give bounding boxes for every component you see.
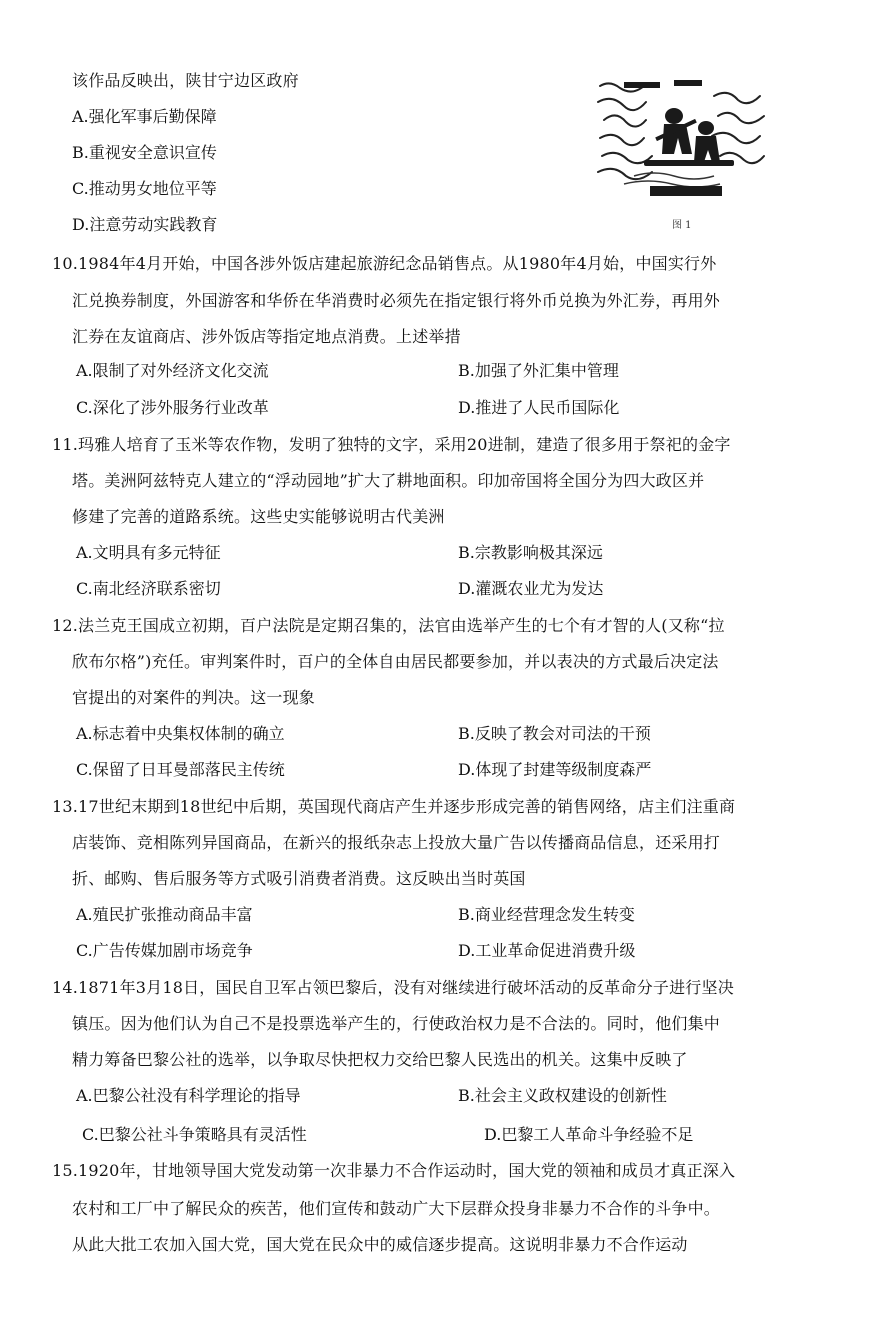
q10-option-d: D.推进了人民币国际化 [458, 398, 620, 417]
figure-caption: 图 1 [672, 220, 692, 231]
q12-option-d: D.体现了封建等级制度森严 [458, 760, 652, 779]
q11-option-c: C.南北经济联系密切 [76, 579, 221, 598]
q10-stem-line-3: 汇券在友谊商店、涉外饭店等指定地点消费。上述举措 [72, 327, 461, 346]
q12-option-a: A.标志着中央集权体制的确立 [76, 724, 285, 743]
q15-stem-line-3: 从此大批工农加入国大党，国大党在民众中的威信逐步提高。这说明非暴力不合作运动 [72, 1235, 688, 1254]
q14-option-d: D.巴黎工人革命斗争经验不足 [484, 1125, 694, 1144]
q13-option-a: A.殖民扩张推动商品丰富 [76, 905, 253, 924]
q9-stem-tail: 该作品反映出，陕甘宁边区政府 [72, 71, 299, 90]
q9-option-c: C.推动男女地位平等 [72, 179, 217, 198]
q9-option-d: D.注意劳动实践教育 [72, 215, 218, 234]
q11-option-b: B.宗教影响极其深远 [458, 543, 603, 562]
q9-option-b: B.重视安全意识宣传 [72, 143, 217, 162]
q10-option-b: B.加强了外汇集中管理 [458, 361, 619, 380]
q10-option-a: A.限制了对外经济文化交流 [76, 361, 269, 380]
q11-option-a: A.文明具有多元特征 [76, 543, 221, 562]
q13-stem-line-1: 13.17世纪末期到18世纪中后期，英国现代商店产生并逐步形成完善的销售网络，店主们注重商 [52, 797, 736, 816]
q13-stem-line-3: 折、邮购、售后服务等方式吸引消费者消费。这反映出当时英国 [72, 869, 526, 888]
q10-option-c: C.深化了涉外服务行业改革 [76, 398, 269, 417]
q14-option-b: B.社会主义政权建设的创新性 [458, 1086, 667, 1105]
q11-stem-line-2: 塔。美洲阿兹特克人建立的“浮动园地”扩大了耕地面积。印加帝国将全国分为四大政区并 [72, 471, 705, 490]
q14-option-a: A.巴黎公社没有科学理论的指导 [76, 1086, 301, 1105]
q10-stem-line-2: 汇兑换券制度，外国游客和华侨在华消费时必须先在指定银行将外币兑换为外汇券，再用外 [72, 291, 721, 310]
q15-stem-line-1: 15.1920年，甘地领导国大党发动第一次非暴力不合作运动时，国大党的领袖和成员才真正深入 [52, 1161, 736, 1180]
q11-stem-line-3: 修建了完善的道路系统。这些史实能够说明古代美洲 [72, 507, 445, 526]
q13-stem-line-2: 店装饰、竞相陈列异国商品，在新兴的报纸杂志上投放大量广告以传播商品信息，还采用打 [72, 833, 721, 852]
q13-option-d: D.工业革命促进消费升级 [458, 941, 636, 960]
q13-option-b: B.商业经营理念发生转变 [458, 905, 635, 924]
q14-stem-line-2: 镇压。因为他们认为自己不是投票选举产生的，行使政治权力是不合法的。同时，他们集中 [72, 1014, 721, 1033]
q12-option-b: B.反映了教会对司法的干预 [458, 724, 651, 743]
woodcut-figure [594, 76, 772, 200]
q11-option-d: D.灌溉农业尤为发达 [458, 579, 604, 598]
q14-stem-line-1: 14.1871年3月18日，国民自卫军占领巴黎后，没有对继续进行破坏活动的反革命分子进行坚决 [52, 978, 734, 997]
q10-stem-line-1: 10.1984年4月开始，中国各涉外饭店建起旅游纪念品销售点。从1980年4月始，中国实行外 [52, 254, 717, 273]
q12-option-c: C.保留了日耳曼部落民主传统 [76, 760, 285, 779]
q15-stem-line-2: 农村和工厂中了解民众的疾苦，他们宣传和鼓动广大下层群众投身非暴力不合作的斗争中。 [72, 1199, 721, 1218]
q14-stem-line-3: 精力筹备巴黎公社的选举，以争取尽快把权力交给巴黎人民选出的机关。这集中反映了 [72, 1050, 688, 1069]
q12-stem-line-2: 欣布尔格”)充任。审判案件时，百户的全体自由居民都要参加，并以表决的方式最后决定法 [72, 652, 719, 671]
q12-stem-line-1: 12.法兰克王国成立初期，百户法院是定期召集的，法官由选举产生的七个有才智的人(又称“拉 [52, 616, 725, 635]
q11-stem-line-1: 11.玛雅人培育了玉米等农作物，发明了独特的文字，采用20进制，建造了很多用于祭祀的金字 [52, 435, 731, 454]
q9-option-a: A.强化军事后勤保障 [72, 107, 217, 126]
q12-stem-line-3: 官提出的对案件的判决。这一现象 [72, 688, 316, 707]
q14-option-c: C.巴黎公社斗争策略具有灵活性 [82, 1125, 307, 1144]
q13-option-c: C.广告传媒加剧市场竞争 [76, 941, 253, 960]
